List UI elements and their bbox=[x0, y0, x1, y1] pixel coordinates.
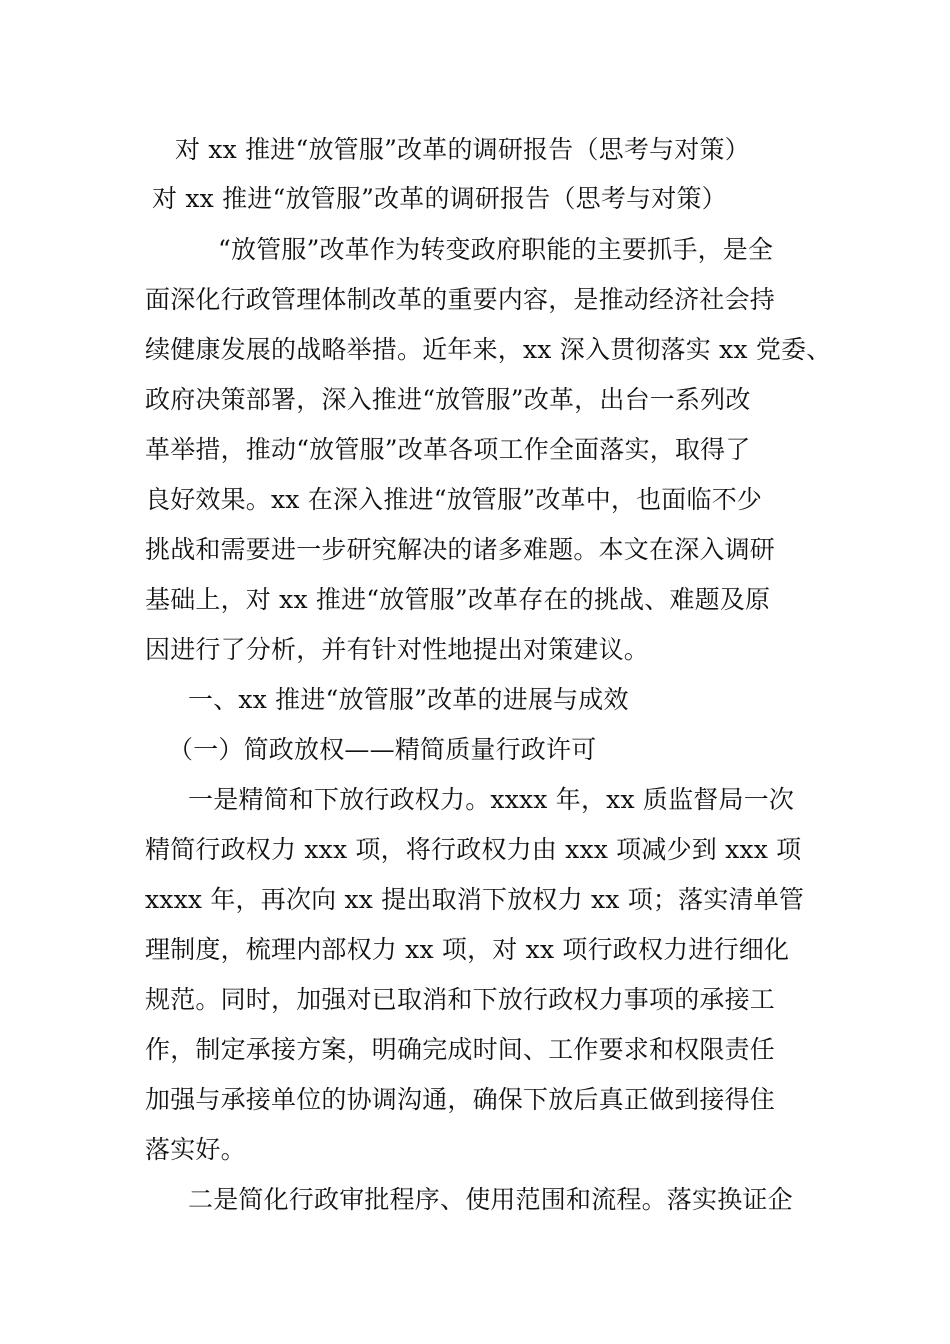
text-line: xxxx 年，再次向 xx 提出取消下放权力 xx 项；落实清单管 bbox=[145, 885, 805, 914]
text-line: 落实好。 bbox=[145, 1135, 246, 1164]
text-line: 良好效果。xx 在深入推进“放管服”改革中，也面临不少 bbox=[145, 485, 763, 514]
text-line: 基础上，对 xx 推进“放管服”改革存在的挑战、难题及原 bbox=[145, 585, 771, 614]
text-line: 一是精简和下放行政权力。xxxx 年，xx 质监督局一次 bbox=[188, 785, 795, 814]
text-line: 二是简化行政审批程序、使用范围和流程。落实换证企 bbox=[188, 1185, 793, 1214]
text-line: 挑战和需要进一步研究解决的诸多难题。本文在深入调研 bbox=[145, 535, 776, 564]
text-line: 革举措，推动“放管服”改革各项工作全面落实，取得了 bbox=[145, 435, 751, 464]
text-line: 续健康发展的战略举措。近年来，xx 深入贯彻落实 xx 党委、 bbox=[145, 335, 832, 364]
text-line: 因进行了分析，并有针对性地提出对策建议。 bbox=[145, 635, 650, 664]
text-line: “放管服”改革作为转变政府职能的主要抓手，是全 bbox=[218, 235, 774, 264]
text-line: 精简行政权力 xxx 项，将行政权力由 xxx 项减少到 xxx 项 bbox=[145, 835, 802, 864]
document-subtitle: 对 xx 推进“放管服”改革的调研报告（思考与对策） bbox=[152, 184, 727, 213]
text-line: 理制度，梳理内部权力 xx 项，对 xx 项行政权力进行细化 bbox=[145, 935, 790, 964]
text-line: 政府决策部署，深入推进“放管服”改革，出台一系列改 bbox=[145, 385, 751, 414]
text-line: 作，制定承接方案，明确完成时间、工作要求和权限责任 bbox=[145, 1035, 776, 1064]
subsection-heading: （一）简政放权——精简质量行政许可 bbox=[168, 735, 597, 764]
document-title: 对 xx 推进“放管服”改革的调研报告（思考与对策） bbox=[175, 135, 750, 164]
section-heading: 一、xx 推进“放管服”改革的进展与成效 bbox=[188, 685, 629, 714]
text-line: 面深化行政管理体制改革的重要内容，是推动经济社会持 bbox=[145, 285, 776, 314]
text-line: 加强与承接单位的协调沟通，确保下放后真正做到接得住 bbox=[145, 1085, 776, 1114]
text-line: 规范。同时，加强对已取消和下放行政权力事项的承接工 bbox=[145, 985, 776, 1014]
